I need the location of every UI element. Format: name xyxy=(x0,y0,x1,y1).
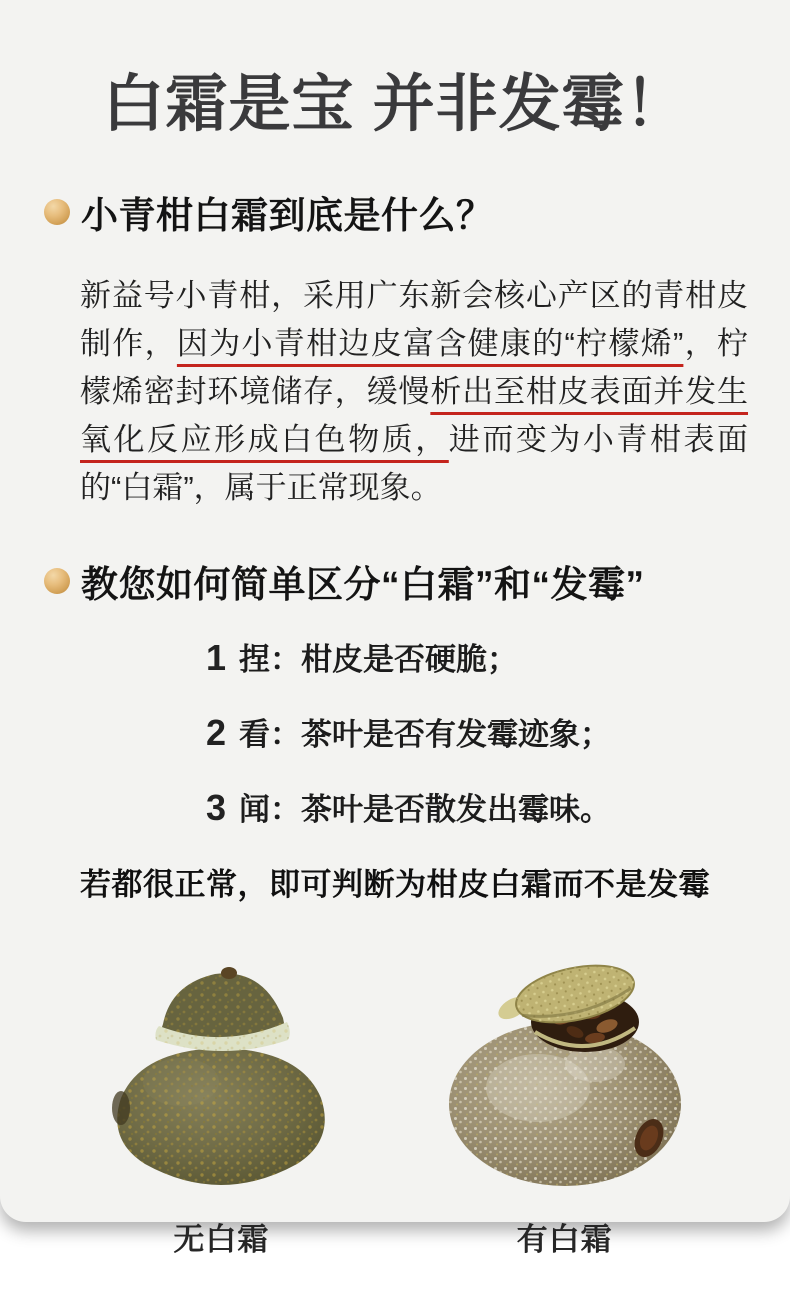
section-what-heading xyxy=(44,185,790,239)
with-frost-label: 有白霜 xyxy=(516,1222,613,1257)
distinguish-steps-list xyxy=(206,634,790,829)
paragraph-underlined-segment: 因为小青柑边皮富含健康的“柠檬烯” xyxy=(176,326,684,361)
step-number: 2 xyxy=(206,712,227,753)
tangerine-no-frost-image xyxy=(103,956,339,1186)
step-text: 看：茶叶是否有发霉迹象； xyxy=(239,717,612,752)
step-number: 1 xyxy=(206,637,227,678)
step-text: 捏：柑皮是否硬脆； xyxy=(239,642,519,677)
paragraph-segment: 新益号小青柑，采用广东新会核心产区的青柑皮制作， xyxy=(80,278,748,361)
step-look xyxy=(206,709,790,754)
paragraph-segment: ，柠檬烯密封环境储存，缓慢 xyxy=(80,326,748,409)
step-smell xyxy=(206,784,790,829)
section-distinguish-heading-text: 教您如何简单区分“白霜”和“发霉” xyxy=(81,564,645,605)
gold-dot-icon xyxy=(44,199,70,225)
paragraph-underlined-segment: 析出至柑皮表面并发生氧化反应形成白色物质， xyxy=(80,374,749,457)
page-title: 白霜是宝 并非发霉！ xyxy=(102,70,688,139)
conclusion-text: 若都很正常，即可判断为柑皮白霜而不是发霉 xyxy=(80,867,710,902)
step-number: 3 xyxy=(206,787,227,828)
what-is-frost-paragraph xyxy=(80,272,748,512)
tangerine-with-frost-image xyxy=(443,956,687,1186)
comparison-images xyxy=(0,956,790,1259)
no-frost-label: 无白霜 xyxy=(173,1222,270,1257)
no-frost-figure xyxy=(103,956,339,1259)
with-frost-figure xyxy=(443,956,687,1259)
gold-dot-icon xyxy=(44,568,70,594)
section-what-heading-text: 小青柑白霜到底是什么？ xyxy=(81,195,494,236)
step-text: 闻：茶叶是否散发出霉味。 xyxy=(239,792,612,827)
step-pinch xyxy=(206,634,790,679)
section-distinguish-heading xyxy=(44,554,790,608)
paragraph-segment: 进而变为小青柑表面的“白霜”，属于正常现象。 xyxy=(80,422,749,505)
